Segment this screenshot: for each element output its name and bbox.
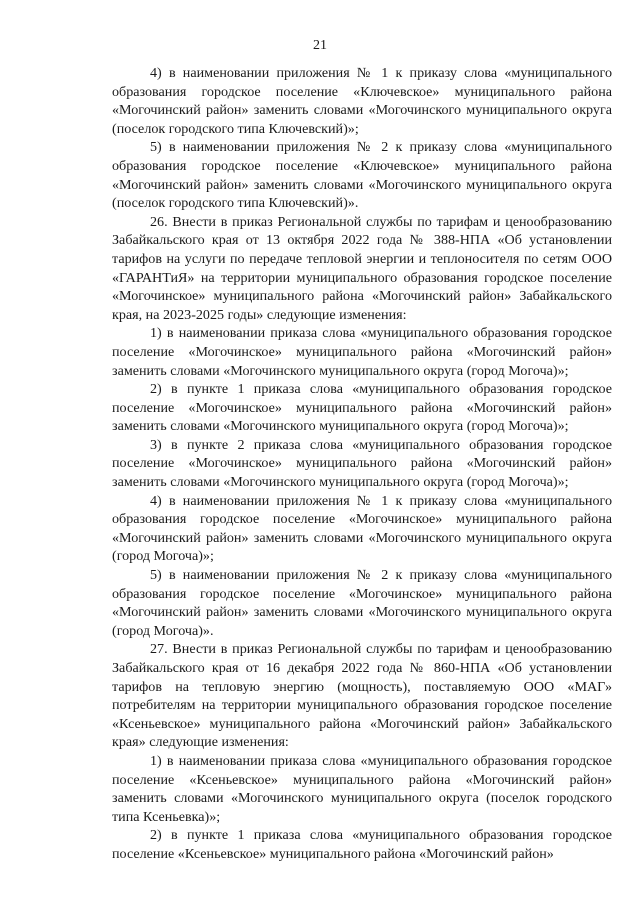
page-number: 21 (313, 38, 327, 53)
paragraph: 4) в наименовании приложения № 1 к приказу слова «муниципального образования городское поселение «Ключевское» муниципального района «Могочинский район» заменить словами «Могочинского муниципального округа (поселок городского типа Ключевский)»; (112, 65, 612, 137)
paragraph: 5) в наименовании приложения № 2 к приказу слова «муниципального образования городское поселение «Ключевское» муниципального района «Могочинский район» заменить словами «Могочинского муниципального округа (поселок городского типа Ключевский)». (112, 139, 612, 212)
paragraph: 3) в пункте 2 приказа слова «муниципального образования городское поселение «Могочинское» муниципального района «Могочинский район» заменить словами «Могочинского муниципального округа (город Могоча)»; (112, 436, 612, 491)
paragraph: 1) в наименовании приказа слова «муниципального образования городское поселение «Ксеньевское» муниципального района «Могочинский район» заменить словами «Могочинского муниципального округа (поселок городского типа Ксеньевка)»; (112, 752, 612, 825)
paragraph: 5) в наименовании приложения № 2 к приказу слова «муниципального образования городское поселение «Могочинское» муниципального района «Могочинский район» заменить словами «Могочинского муниципального округа (город Могоча)». (112, 567, 612, 639)
paragraph: 27. Внести в приказ Региональной службы по тарифам и ценообразованию Забайкальского края от 16 декабря 2022 года № 860-НПА «Об установлении тарифов на тепловую энергию (мощность), поставляемую ООО «МАГ» потребителям на территории муниципального образования городское поселение «Ксеньевское» муниципального района «Могочинский район» Забайкальского края» следующие изменения: (112, 641, 612, 751)
paragraph: 1) в наименовании приказа слова «муниципального образования городское поселение «Могочинское» муниципального района «Могочинский район» заменить словами «Могочинского муниципального округа (город Могоча)»; (112, 325, 612, 379)
paragraph: 2) в пункте 1 приказа слова «муниципального образования городское поселение «Могочинское» муниципального района «Могочинский район» заменить словами «Могочинского муниципального округа (город Могоча)»; (112, 381, 612, 435)
paragraph: 2) в пункте 1 приказа слова «муниципального образования городское поселение «Ксеньевское» муниципального района «Могочинский район» (112, 827, 612, 862)
paragraph: 26. Внести в приказ Региональной службы по тарифам и ценообразованию Забайкальского края от 13 октября 2022 года № 388-НПА «Об установлении тарифов на услуги по передаче тепловой энергии и теплоносителя по сетям ООО «ГАРАНТиЯ» на территории муниципального образования городское поселение «Могочинское» муниципального района «Могочинский район» Забайкальского края, на 2023-2025 годы» следующие изменения: (112, 213, 612, 323)
paragraph: 4) в наименовании приложения № 1 к приказу слова «муниципального образования городское поселение «Могочинское» муниципального района «Могочинский район» заменить словами «Могочинского муниципального округа (город Могоча)»; (112, 492, 612, 565)
document-body (112, 64, 612, 864)
